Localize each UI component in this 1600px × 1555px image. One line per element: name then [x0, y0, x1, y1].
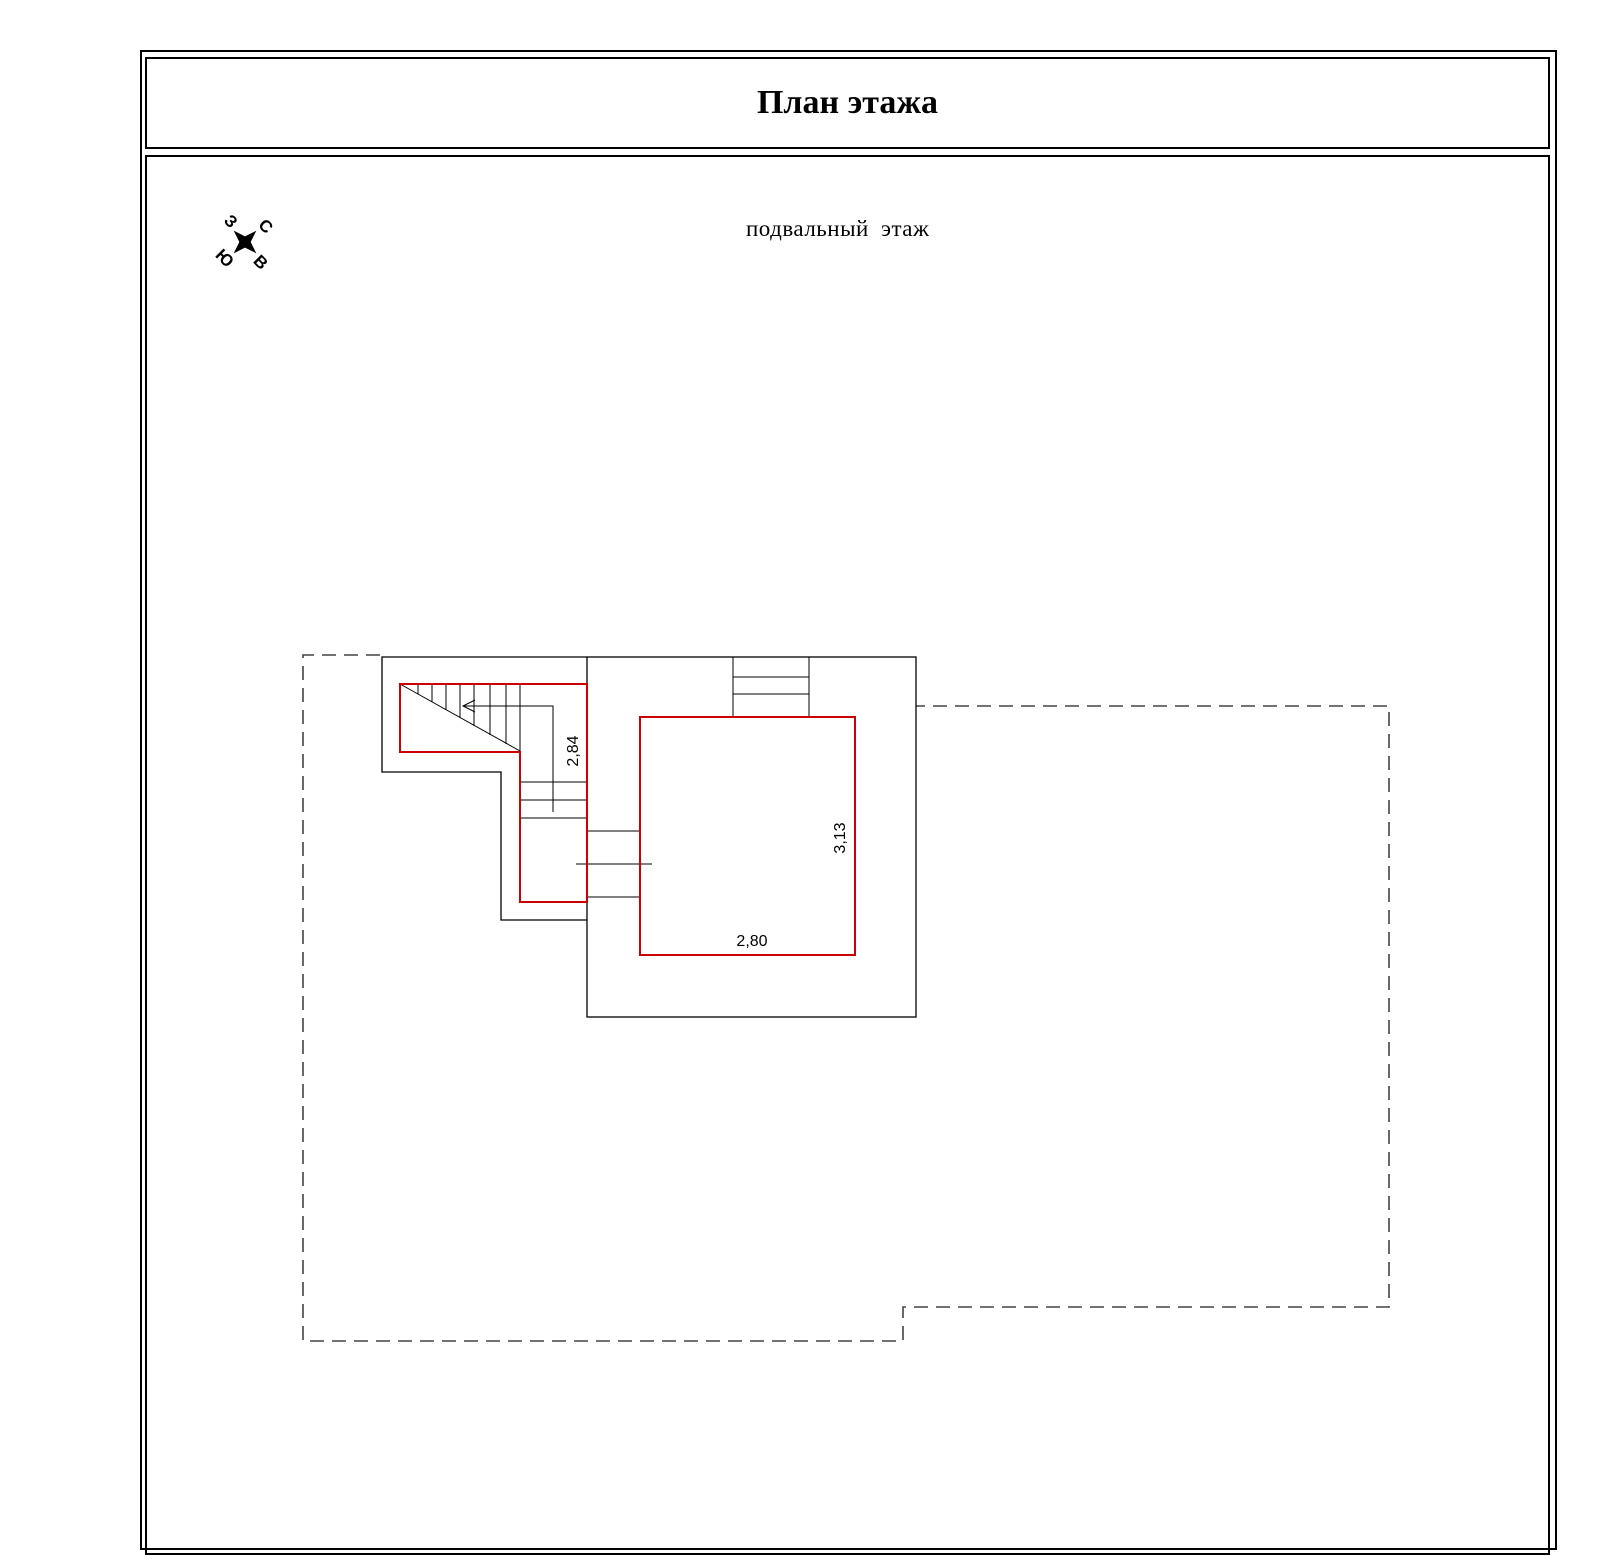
compass-south-label: Ю: [211, 245, 238, 272]
building-outline: [303, 655, 1389, 1341]
floor-label: подвальный этаж: [746, 216, 930, 241]
room-outlines: [400, 684, 855, 955]
page-title: План этажа: [756, 84, 939, 121]
compass-east-label: В: [249, 251, 272, 274]
top-entrance-steps: [733, 657, 809, 717]
compass-west-label: З: [220, 210, 242, 232]
compass-north-label: С: [254, 215, 277, 238]
dimension-room-height: 3,13: [832, 822, 849, 854]
stair-room-outline: [400, 684, 587, 902]
dimension-room-width: 2,80: [736, 933, 768, 950]
main-room-outline: [640, 717, 855, 955]
dimension-stair-length: 2,84: [565, 735, 582, 767]
compass-rose-icon: [212, 211, 277, 274]
